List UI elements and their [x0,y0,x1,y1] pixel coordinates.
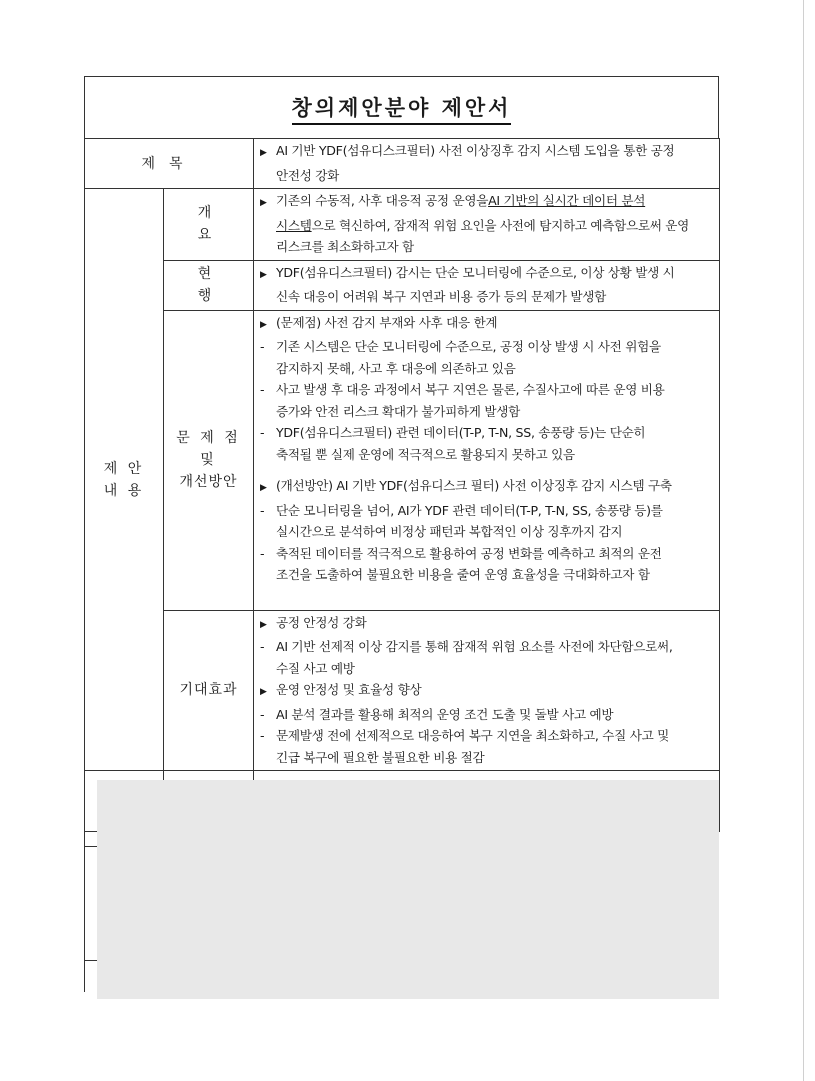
proposal-content-label-line: 내 용 [103,482,145,499]
border-line [84,960,97,961]
bullet-marker [260,312,276,337]
problem-item-text: YDF(섬유디스크필터) 관련 데이터(T-P, T-N, SS, 송풍량 등)는 단순히 [276,425,646,440]
triangle-bullet-icon: ▶ [260,483,267,493]
problems-heading [260,312,713,337]
status-label: 현 행 [164,260,254,310]
effect-item-text: 문제발생 전에 선제적으로 대응하여 복구 지연을 최소화하고, 수질 사고 및 [276,728,669,743]
overview-underlined-text: 시스템 [276,217,312,233]
improvement-item [260,500,713,522]
bullet-marker [260,612,276,637]
effects-label: 기대효과 [164,610,254,771]
effects-heading-text: 공정 안정성 강화 [276,614,367,630]
problems-row [85,310,720,610]
effect-item [260,725,713,747]
dash-marker: - [260,728,265,743]
problem-item [260,336,713,358]
overview-content [254,189,720,261]
triangle-bullet-icon: ▶ [260,148,267,158]
dash-marker: - [260,706,265,722]
overview-line [260,190,713,215]
problems-label [164,310,254,610]
title-box [84,76,719,139]
problem-item [260,379,713,401]
subject-text-cont: 안전성 강화 [276,167,340,183]
status-line [260,262,713,287]
problems-label-line: 문 제 점 [176,430,241,446]
border-line [84,846,97,847]
improvement-item-cont: 조건을 도출하여 불필요한 비용을 줄여 운영 효율성을 극대화하고자 함 [276,567,650,582]
overview-text: 기존의 수동적, 사후 대응적 공정 운영을 [276,193,489,208]
bullet-marker [260,262,276,287]
problem-item [260,422,713,444]
overview-row [85,189,720,261]
status-content [254,260,720,310]
dash-marker: - [260,425,265,440]
overview-underlined-text: AI 기반의 실시간 데이터 분석 [488,193,646,208]
effect-item-text: AI 분석 결과를 활용해 최적의 운영 조건 도출 및 돌발 사고 예방 [276,706,614,722]
problems-label-line: 및 [200,452,217,468]
effects-heading [260,612,713,637]
effect-item-cont: 긴급 복구에 필요한 불필요한 비용 절감 [276,749,485,765]
effect-item [260,636,713,658]
bullet-marker [260,679,276,704]
problems-label-line: 개선방안 [179,474,238,490]
spacer [260,586,713,608]
bullet-marker [260,190,276,215]
improvement-item-text: 단순 모니터링을 넘어, AI가 YDF 관련 데이터(T-P, T-N, SS, 송풍량 등)를 [276,502,663,518]
overview-label: 개 요 [164,189,254,261]
effects-row [85,610,720,771]
overview-text: 으로 혁신하여, 잠재적 위험 요인을 사전에 탐지하고 예측함으로써 운영 [311,217,690,233]
improvement-heading [260,475,713,500]
effects-content [254,610,720,771]
proposal-content-label-line: 제 안 [103,460,145,477]
overview-text-cont: 리스크를 최소화하고자 함 [276,239,414,254]
bullet-marker [260,475,276,500]
problems-content [254,310,720,610]
problem-item-text: 기존 시스템은 단순 모니터링에 수준으로, 공정 이상 발생 시 사전 위험을 [276,339,661,354]
triangle-bullet-icon: ▶ [260,319,267,330]
subject-row [85,139,720,189]
status-text: YDF(섬유디스크필터) 감시는 단순 모니터링에 수준으로, 이상 상황 발생 시 [276,264,675,280]
subject-content [254,139,720,189]
triangle-bullet-icon: ▶ [260,687,267,697]
subject-text: AI 기반 YDF(섬유디스크필터) 사전 이상징후 감지 시스템 도입을 통한 공정 [276,143,675,158]
dash-marker: - [260,545,265,561]
triangle-bullet-icon: ▶ [260,269,267,280]
spacer [260,465,713,475]
status-text-cont: 신속 대응이 어려워 복구 지연과 비용 증가 등의 문제가 발생함 [276,289,606,304]
page-title: 창의제안분야 제안서 [292,92,512,125]
effect-item-text: AI 기반 선제적 이상 감지를 통해 잠재적 위험 요소를 사전에 차단함으로써, [276,639,673,654]
triangle-bullet-icon: ▶ [260,198,267,208]
dash-marker: - [260,502,265,518]
improvement-item-cont: 실시간으로 분석하여 비정상 패턴과 복합적인 이상 징후까지 감지 [276,524,623,539]
triangle-bullet-icon: ▶ [260,619,267,630]
effect-item [260,704,713,726]
effects-heading [260,679,713,704]
problem-item-text: 사고 발생 후 대응 과정에서 복구 지연은 물론, 수질사고에 따른 운영 비용 [276,382,665,397]
problem-item-cont: 증가와 안전 리스크 확대가 불가피하게 발생함 [276,403,520,419]
proposal-content-label [85,189,164,771]
status-row [85,260,720,310]
improvement-item-text: 축적된 데이터를 적극적으로 활용하여 공정 변화를 예측하고 최적의 운전 [276,545,662,561]
problem-item-cont: 감지하지 못해, 사고 후 대응에 의존하고 있음 [276,360,516,376]
problems-heading-text: (문제점) 사전 감지 부재와 사후 대응 한계 [276,314,498,330]
subject-line [260,140,713,165]
bullet-marker [260,140,276,165]
scan-edge-line [803,0,804,1081]
effects-heading-text: 운영 안정성 및 효율성 향상 [276,682,422,697]
improvement-heading-text: (개선방안) AI 기반 YDF(섬유디스크 필터) 사전 이상징후 감지 시스템 구축 [276,478,672,493]
subject-label: 제목 [85,139,254,189]
dash-marker: - [260,639,265,654]
dash-marker: - [260,339,265,354]
proposal-table [84,138,720,832]
improvement-item [260,543,713,565]
table-border-fragment [84,780,98,992]
effect-item-cont: 수질 사고 예방 [276,660,355,676]
problem-item-cont: 축적될 뿐 실제 운영에 적극적으로 활용되지 못하고 있음 [276,446,575,462]
overview-line-cont [260,215,713,237]
redacted-area [97,780,719,999]
dash-marker: - [260,382,265,397]
